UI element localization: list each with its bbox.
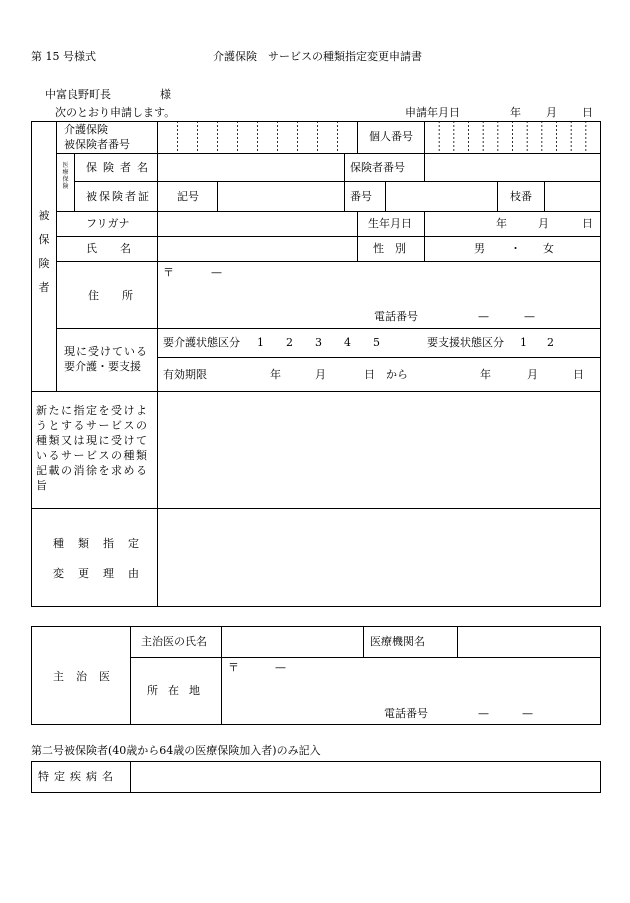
phone-dash-2: —	[524, 310, 535, 323]
care-level-2[interactable]: 2	[286, 336, 293, 349]
name-field[interactable]	[160, 239, 353, 257]
care-level-5[interactable]: 5	[373, 336, 380, 349]
branch-label: 枝番	[510, 190, 532, 203]
phone-label: 電話番号	[374, 310, 418, 323]
institution-field[interactable]	[461, 631, 596, 651]
form-number: 第 15 号様式	[31, 50, 96, 63]
address-label: 住 所	[88, 289, 139, 302]
doctor-phone-dash-2: —	[522, 707, 533, 720]
application-month: 月	[546, 106, 557, 119]
insurer-name-label: 保険者名	[86, 161, 154, 174]
postal-mark: 〒	[163, 266, 174, 279]
insured-card-label: 被保険者証	[86, 190, 151, 203]
postal-dash: —	[211, 266, 222, 279]
service-request-field[interactable]	[161, 395, 596, 503]
application-date-label: 申請年月日	[405, 106, 460, 119]
specific-disease-label: 特定疾病名	[38, 770, 118, 783]
doctor-postal-mark: 〒	[228, 661, 239, 674]
insurer-number-field[interactable]	[427, 157, 597, 177]
medical-insurance-label-char: 険	[62, 183, 69, 190]
institution-label: 医療機関名	[370, 635, 425, 648]
change-reason-field[interactable]	[161, 512, 596, 602]
doctor-phone-dash-1: —	[478, 707, 489, 720]
insured-number-label-1: 介護保険	[64, 123, 108, 136]
reason-label-1: 種類指定	[53, 537, 153, 550]
addressee: 中富良野町長	[45, 88, 111, 101]
doctor-name-field[interactable]	[225, 631, 359, 651]
current-care-label-2: 要介護・要支援	[64, 360, 141, 373]
medical-insurance-label	[57, 163, 74, 190]
sex-separator: ・	[510, 242, 521, 255]
birth-day: 日	[582, 217, 593, 230]
birth-month: 月	[538, 217, 549, 230]
insured-section-label	[33, 210, 55, 293]
personal-number-label: 個人番号	[369, 130, 413, 143]
validity-to-year: 年	[480, 368, 491, 381]
validity-from-month: 月	[315, 368, 326, 381]
care-level-label: 要介護状態区分	[163, 336, 240, 349]
furigana-field[interactable]	[160, 214, 353, 232]
sex-option-male[interactable]: 男	[474, 242, 485, 255]
personal-number-field[interactable]	[427, 127, 597, 147]
medical-insurance-label-char: 療	[62, 169, 69, 176]
intro-text: 次のとおり申請します。	[55, 106, 176, 119]
furigana-label: フリガナ	[86, 217, 130, 230]
validity-label: 有効期限	[163, 368, 207, 381]
second-insured-note: 第二号被保険者(40歳から64歳の医療保険加入者)のみ記入	[31, 744, 321, 757]
phone-dash-1: —	[478, 310, 489, 323]
insured-section-label-char: 被	[38, 209, 50, 222]
validity-from-word: から	[386, 368, 408, 381]
doctor-section-label: 主治医	[53, 670, 122, 683]
number-label: 番号	[350, 190, 372, 203]
doctor-name-label: 主治医の氏名	[141, 635, 207, 648]
validity-to-month: 月	[527, 368, 538, 381]
honorific: 様	[160, 88, 171, 101]
medical-insurance-label-char: 医	[62, 162, 69, 169]
service-request-label: 新たに指定を受けようとするサービスの種類又は現に受けているサービスの種類記載の消徐を求める旨	[36, 404, 149, 492]
insured-section-label-char: 険	[38, 257, 50, 270]
reason-label-2: 変更理由	[53, 567, 153, 580]
birth-date-label: 生年月日	[368, 217, 412, 230]
symbol-field[interactable]	[220, 186, 340, 206]
validity-to-day: 日	[573, 368, 584, 381]
insurer-number-label: 保険者番号	[350, 161, 405, 174]
doctor-postal-dash: —	[275, 661, 286, 674]
support-level-1[interactable]: 1	[520, 336, 527, 349]
validity-from-day: 日	[364, 368, 375, 381]
symbol-label: 記号	[177, 190, 199, 203]
location-label: 所在地	[147, 684, 210, 697]
birth-year: 年	[496, 217, 507, 230]
application-year: 年	[510, 106, 521, 119]
medical-insurance-label-char: 保	[62, 176, 69, 183]
address-field[interactable]	[160, 282, 596, 302]
current-care-label-1: 現に受けている	[64, 345, 148, 358]
care-level-4[interactable]: 4	[344, 336, 351, 349]
insured-section-label-char: 者	[38, 281, 50, 294]
insured-number-label-2: 被保険者番号	[64, 138, 130, 151]
form-title: 介護保険 サービスの種類指定変更申請書	[213, 50, 422, 63]
sex-label: 性 別	[373, 242, 406, 255]
care-level-1[interactable]: 1	[257, 336, 264, 349]
sex-option-female[interactable]: 女	[543, 242, 554, 255]
validity-from-year: 年	[270, 368, 281, 381]
branch-number-field[interactable]	[547, 186, 597, 206]
care-level-3[interactable]: 3	[315, 336, 322, 349]
doctor-address-field[interactable]	[225, 678, 595, 698]
specific-disease-field[interactable]	[134, 766, 596, 788]
support-level-label: 要支援状態区分	[427, 336, 504, 349]
support-level-2[interactable]: 2	[547, 336, 554, 349]
insured-number-field[interactable]	[160, 127, 355, 147]
insurer-name-field[interactable]	[160, 157, 340, 177]
name-label: 氏 名	[86, 242, 137, 255]
application-day: 日	[582, 106, 593, 119]
insured-section-label-char: 保	[38, 233, 50, 246]
card-number-field[interactable]	[388, 186, 493, 206]
doctor-phone-label: 電話番号	[384, 707, 428, 720]
